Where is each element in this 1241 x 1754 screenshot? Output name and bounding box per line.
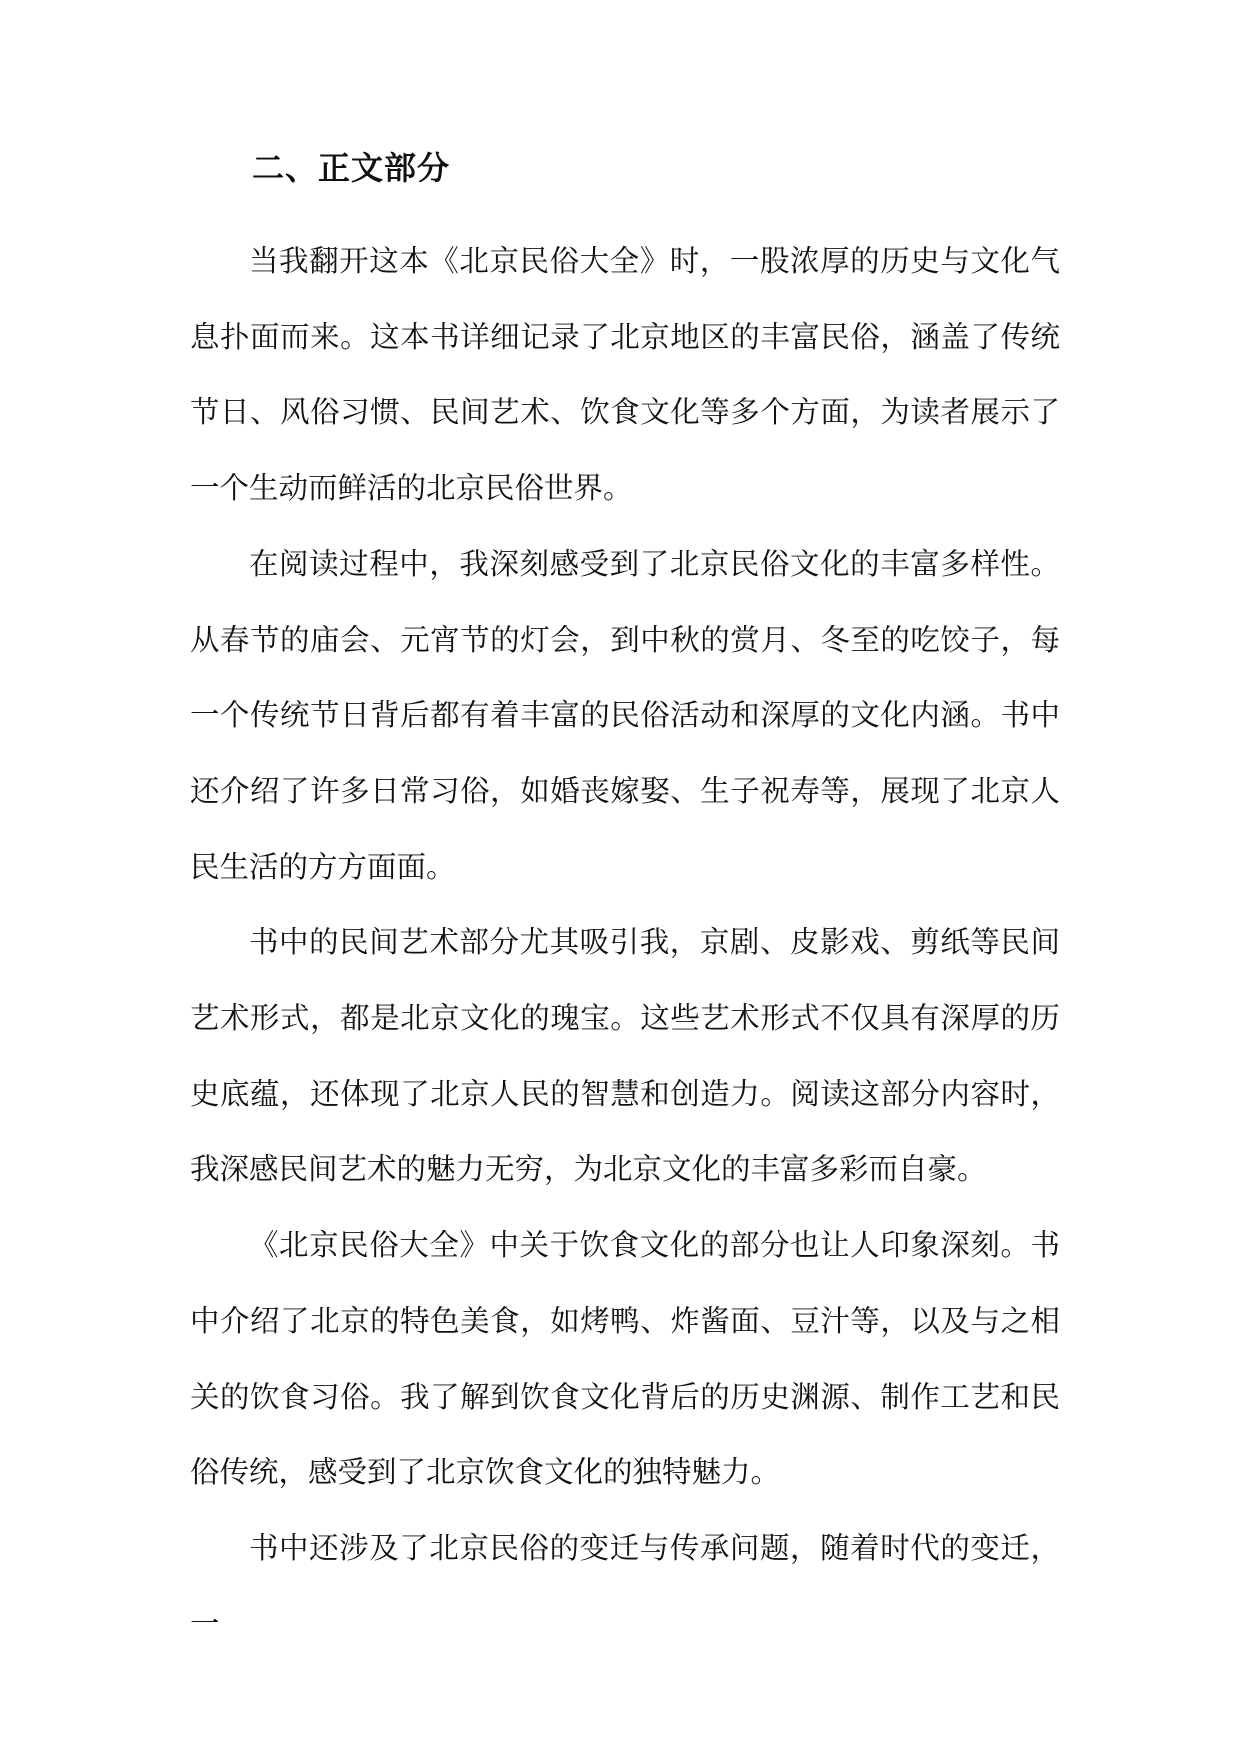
body-text bbox=[190, 224, 1060, 1662]
paragraph: 书中的民间艺术部分尤其吸引我，京剧、皮影戏、剪纸等民间艺术形式，都是北京文化的瑰宝。这些艺术形式不仅具有深厚的历史底蕴，还体现了北京人民的智慧和创造力。阅读这部分内容时，我深感民间艺术的魅力无穷，为北京文化的丰富多彩而自豪。 bbox=[190, 925, 1060, 1187]
section-heading: 二、正文部分 bbox=[252, 149, 451, 187]
paragraph: 当我翻开这本《北京民俗大全》时，一股浓厚的历史与文化气息扑面而来。这本书详细记录了北京地区的丰富民俗，涵盖了传统节日、风俗习惯、民间艺术、饮食文化等多个方面，为读者展示了一个生动而鲜活的北京民俗世界。 bbox=[190, 244, 1060, 506]
paragraph: 书中还涉及了北京民俗的变迁与传承问题，随着时代的变迁，一 bbox=[190, 1530, 1060, 1641]
paragraph: 《北京民俗大全》中关于饮食文化的部分也让人印象深刻。书中介绍了北京的特色美食，如烤鸭、炸酱面、豆汁等，以及与之相关的饮食习俗。我了解到饮食文化背后的历史渊源、制作工艺和民俗传统，感受到了北京饮食文化的独特魅力。 bbox=[190, 1228, 1060, 1490]
paragraph: 在阅读过程中，我深刻感受到了北京民俗文化的丰富多样性。从春节的庙会、元宵节的灯会，到中秋的赏月、冬至的吃饺子，每一个传统节日背后都有着丰富的民俗活动和深厚的文化内涵。书中还介绍了许多日常习俗，如婚丧嫁娶、生子祝寿等，展现了北京人民生活的方方面面。 bbox=[190, 546, 1060, 884]
